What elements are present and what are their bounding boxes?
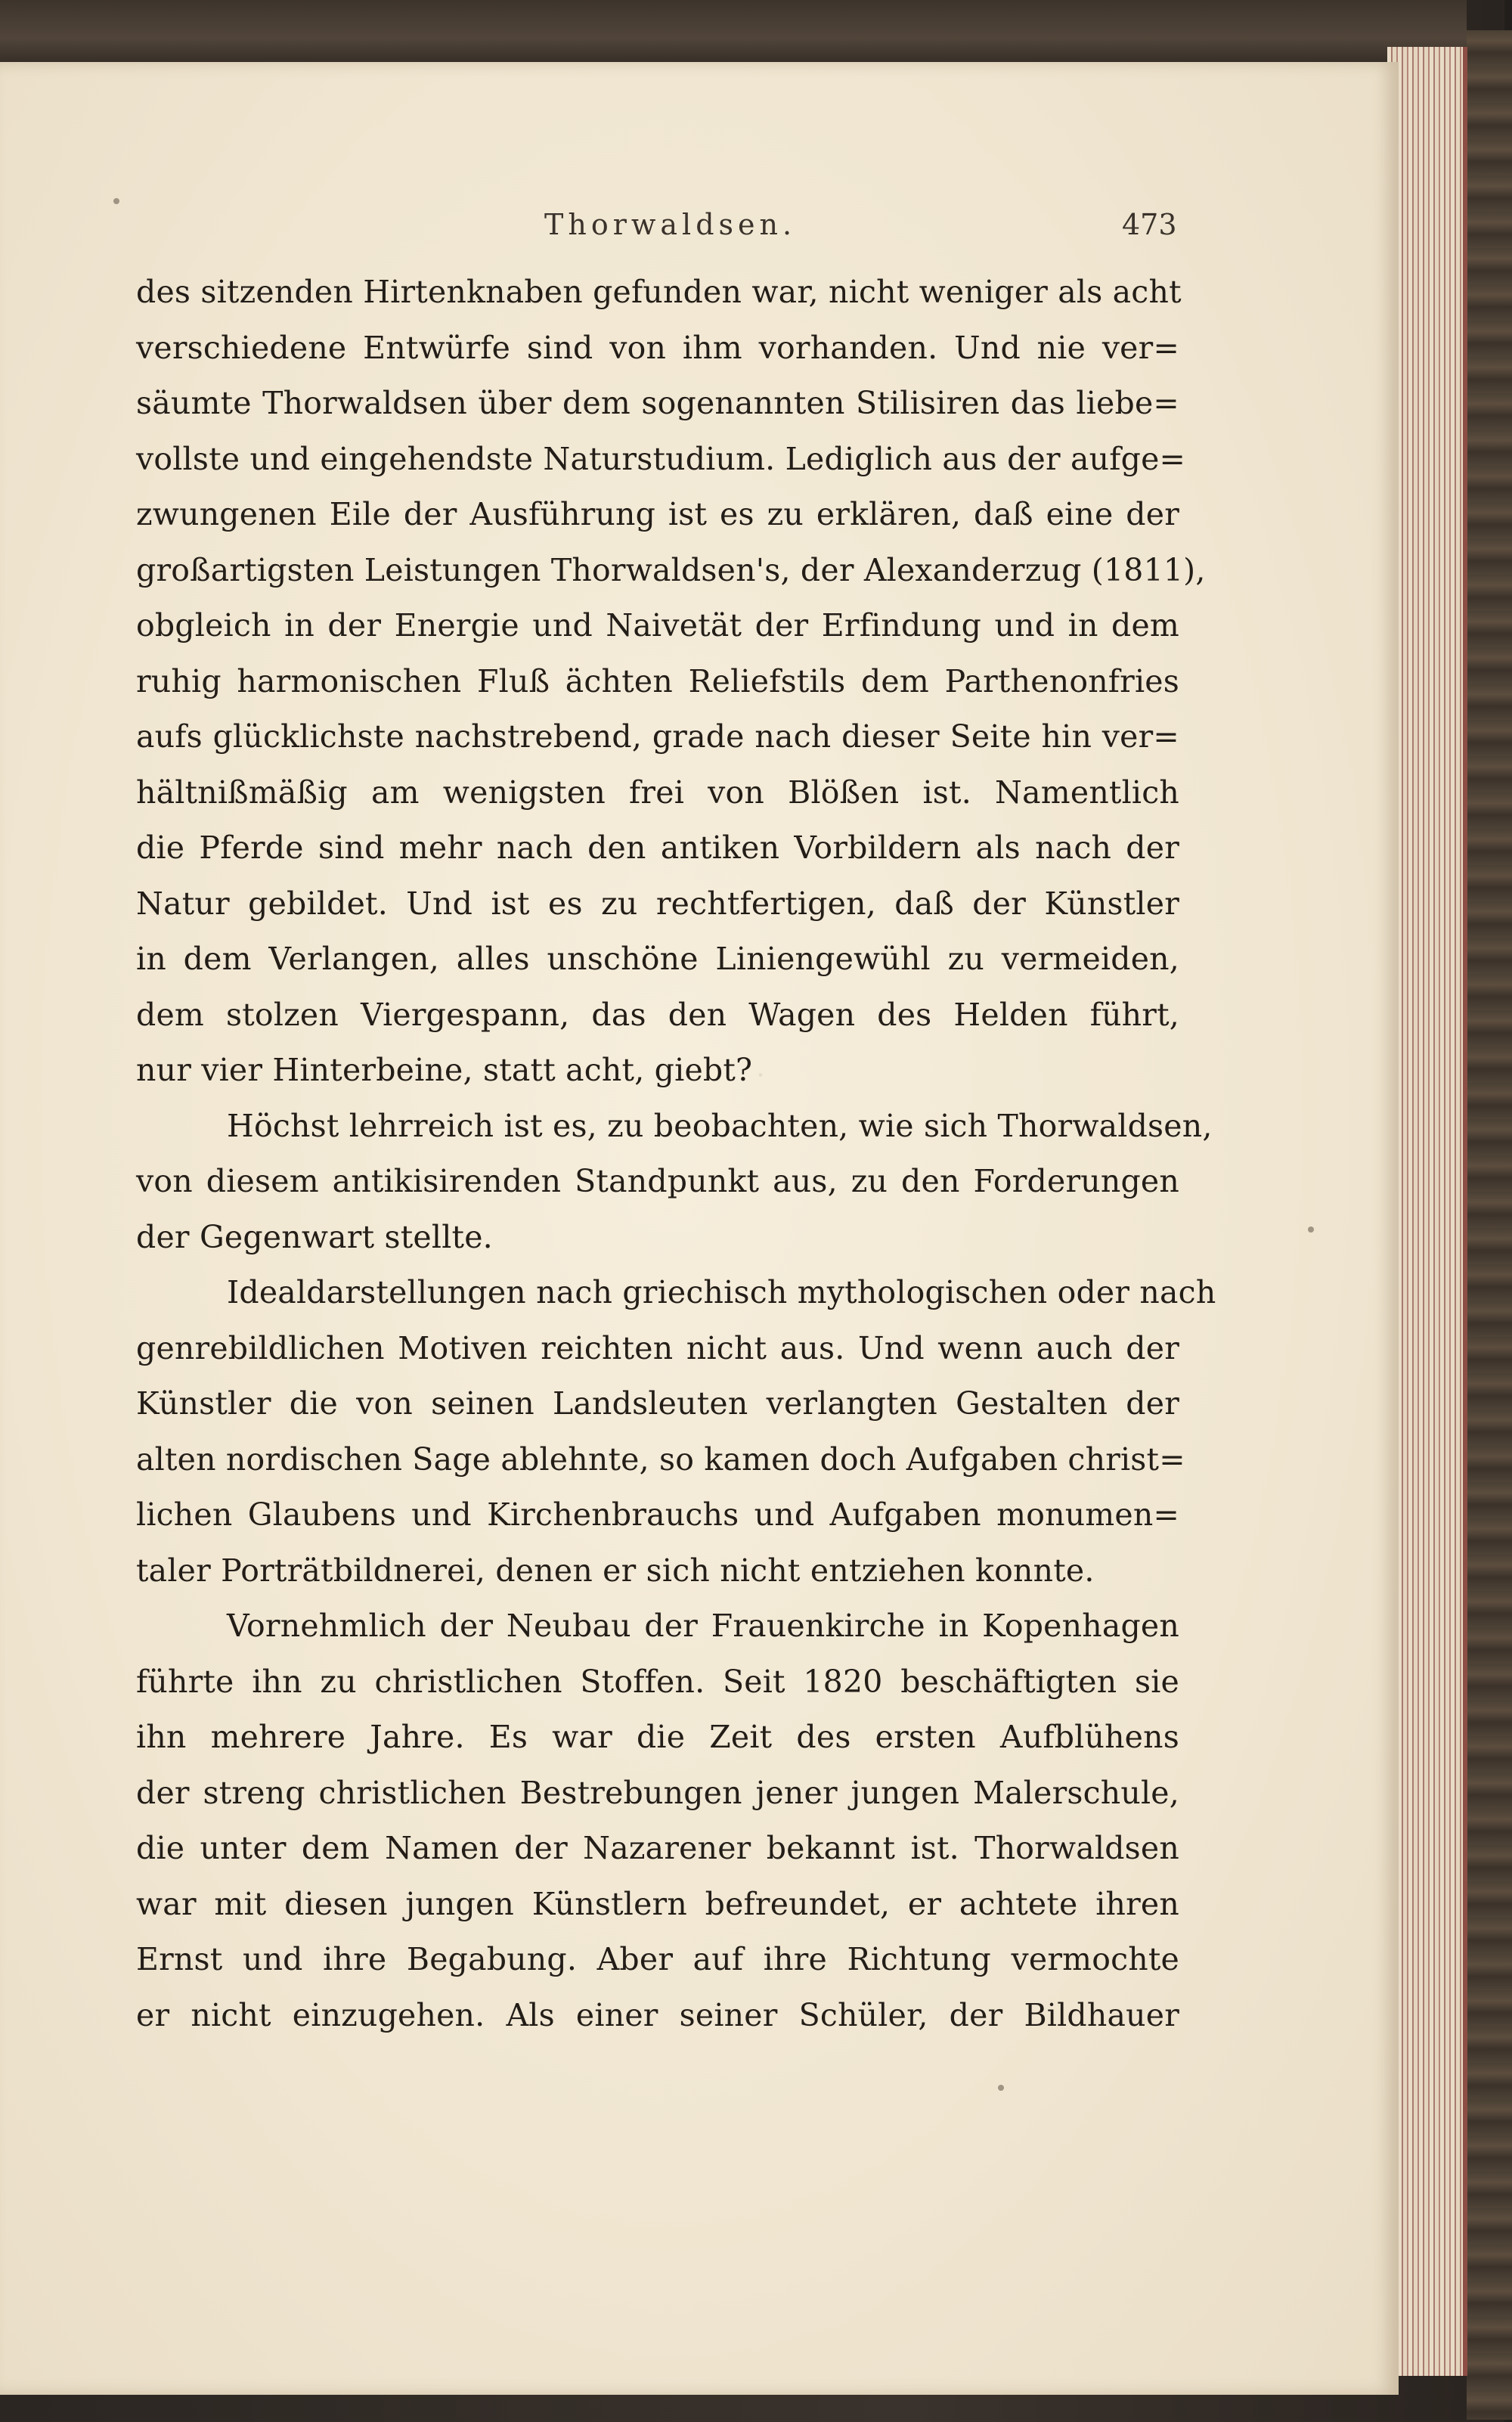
text-line: der streng christlichen Bestrebungen jener jungen Malerschule, (136, 1774, 1179, 1811)
paper-speck (113, 198, 119, 204)
page-number: 473 (1122, 208, 1177, 241)
cover-top-edge (0, 0, 1467, 70)
text-line: der Gegenwart stellte. (136, 1218, 493, 1255)
text-line: zwungenen Eile der Ausführung ist es zu erklären, daß eine der (136, 496, 1179, 532)
body-text (136, 265, 1216, 2043)
text-line: dem stolzen Viergespann, das den Wagen des Helden führt, (136, 996, 1179, 1033)
text-line: obgleich in der Energie und Naivetät der Erfindung und in dem (136, 607, 1179, 643)
text-line: Künstler die von seinen Landsleuten verlangten Gestalten der (136, 1385, 1179, 1422)
text-line: alten nordischen Sage ablehnte, so kamen doch Aufgaben christ= (136, 1440, 1185, 1478)
text-line: Ernst und ihre Begabung. Aber auf ihre Richtung vermochte (136, 1941, 1179, 1977)
running-head (0, 208, 1399, 253)
running-title: Thorwaldsen. (544, 208, 797, 241)
text-line: die unter dem Namen der Nazarener bekannt ist. Thorwaldsen (136, 1830, 1179, 1866)
text-line: nur vier Hinterbeine, statt acht, giebt? (136, 1052, 753, 1088)
text-line: war mit diesen jungen Künstlern befreundet, er achtete ihren (136, 1885, 1179, 1922)
text-line: großartigsten Leistungen Thorwaldsen's, der Alexanderzug (1811), (136, 551, 1206, 588)
text-line: er nicht einzugehen. Als einer seiner Schüler, der Bildhauer (136, 1996, 1179, 2033)
text-line: säumte Thorwaldsen über dem sogenannten Stilisiren das liebe= (136, 385, 1179, 421)
text-line: Höchst lehrreich ist es, zu beobachten, wie sich Thorwaldsen, (227, 1107, 1213, 1144)
text-line: Natur gebildet. Und ist es zu rechtfertigen, daß der Künstler (136, 885, 1179, 922)
text-line: verschiedene Entwürfe sind von ihm vorhanden. Und nie ver= (136, 329, 1179, 366)
text-line: taler Porträtbildnerei, denen er sich nicht entziehen konnte. (136, 1552, 1095, 1589)
text-line: die Pferde sind mehr nach den antiken Vorbildern als nach der (136, 830, 1179, 866)
page-edges (1387, 47, 1467, 2376)
paper-speck (998, 2085, 1004, 2091)
text-line: hältnißmäßig am wenigsten frei von Blößen ist. Namentlich (136, 774, 1179, 811)
cover-right-edge (1467, 30, 1512, 2420)
text-line: ruhig harmonischen Fluß ächten Reliefstils dem Parthenonfries (136, 662, 1179, 699)
text-line: aufs glücklichste nachstrebend, grade nach dieser Seite hin ver= (136, 718, 1179, 755)
text-line: ihn mehrere Jahre. Es war die Zeit des ersten Aufblühens (136, 1719, 1179, 1755)
text-line: genrebildlichen Motiven reichten nicht aus. Und wenn auch der (136, 1329, 1179, 1366)
text-line: in dem Verlangen, alles unschöne Liniengewühl zu vermeiden, (136, 941, 1179, 977)
text-line: lichen Glaubens und Kirchenbrauchs und Aufgaben monumen= (136, 1496, 1179, 1533)
text-line: des sitzenden Hirtenknaben gefunden war, nicht weniger als acht (136, 274, 1182, 310)
text-line: vollste und eingehendste Naturstudium. Lediglich aus der aufge= (136, 440, 1186, 477)
text-line: von diesem antikisirenden Standpunkt aus, zu den Forderungen (136, 1163, 1179, 1199)
paper-speck (1308, 1227, 1314, 1233)
text-line: Idealdarstellungen nach griechisch mythologischen oder nach (227, 1274, 1216, 1310)
text-line: führte ihn zu christlichen Stoffen. Seit 1820 beschäftigten sie (136, 1663, 1179, 1700)
text-line: Vornehmlich der Neubau der Frauenkirche in Kopenhagen (227, 1608, 1179, 1644)
show-through-mark: · (756, 1059, 766, 1092)
book-page (0, 62, 1399, 2395)
